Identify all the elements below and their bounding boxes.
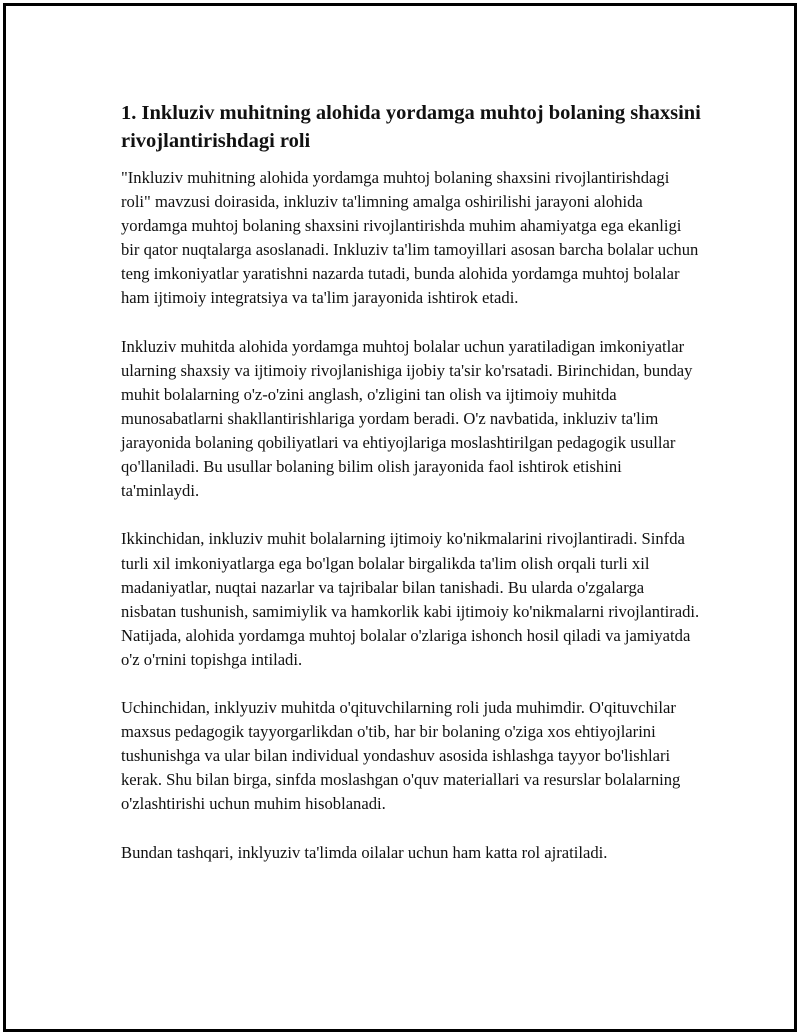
paragraph-2: Inkluziv muhitda alohida yordamga muhtoj bolalar uchun yaratiladigan imkoniyatlar ularning shaxsiy va ijtimoiy rivojlanishiga ijobiy ta'sir ko'rsatadi. Birinchidan, bunday muhit bolalarning o'z-o'zini anglash, o'zligini tan olish va ijtimoiy muhitda munosabatlarni shakllantirishlariga yordam beradi. O'z navbatida, inkluziv ta'lim jarayonida bolaning qobiliyatlari va ehtiyojlariga moslashtirilgan pedagogik usullar qo'llaniladi. Bu usullar bolaning bilim olish jarayonida faol ishtirok etishini ta'minlaydi. — [121, 336, 693, 501]
section-heading: 1. Inkluziv muhitning alohida yordamga muhtoj bolaning shaxsini rivojlantirishdagi roli — [121, 102, 701, 152]
page-frame — [3, 3, 797, 1032]
paragraph-1: "Inkluziv muhitning alohida yordamga muhtoj bolaning shaxsini rivojlantirishdagi roli" mavzusi doirasida, inkluziv ta'limning amalga oshirilishi jarayoni alohida yordamga muhtoj bolaning shaxsini rivojlantirishda muhim ahamiyatga ega ekanligi bir qator nuqtalarga asoslanadi. Inkluziv ta'lim tamoyillari asosan barcha bolalar uchun teng imkoniyatlar yaratishni nazarda tutadi, bunda alohida yordamga muhtoj bolalar ham ijtimoiy integratsiya va ta'lim jarayonida ishtirok etadi. — [121, 168, 699, 308]
document-body — [121, 99, 701, 889]
paragraph-4: Uchinchidan, inklyuziv muhitda o'qituvchilarning roli juda muhimdir. O'qituvchilar maxsus pedagogik tayyorgarlikdan o'tib, har bir bolaning o'ziga xos ehtiyojlarini tushunishga va ular bilan individual yondashuv asosida ishlashga tayyor bo'lishlari kerak. Shu bilan birga, sinfda moslashgan o'quv materiallari va resurslar bolalarning o'zlashtirishi uchun muhim hisoblanadi. — [121, 698, 681, 814]
paragraph-5: Bundan tashqari, inklyuziv ta'limda oilalar uchun ham katta rol ajratiladi. — [121, 842, 608, 862]
paragraph-3: Ikkinchidan, inkluziv muhit bolalarning ijtimoiy ko'nikmalarini rivojlantiradi. Sinfda turli xil imkoniyatlarga ega bo'lgan bolalar birgalikda ta'lim olish orqali turli xil madaniyatlar, nuqtai nazarlar va tajribalar bilan tanishadi. Bu ularda o'zgalarga nisbatan tushunish, samimiylik va hamkorlik kabi ijtimoiy ko'nikmalarni rivojlantiradi. Natijada, alohida yordamga muhtoj bolalar o'zlariga ishonch hosil qiladi va jamiyatda o'z o'rnini topishga intiladi. — [121, 529, 700, 669]
